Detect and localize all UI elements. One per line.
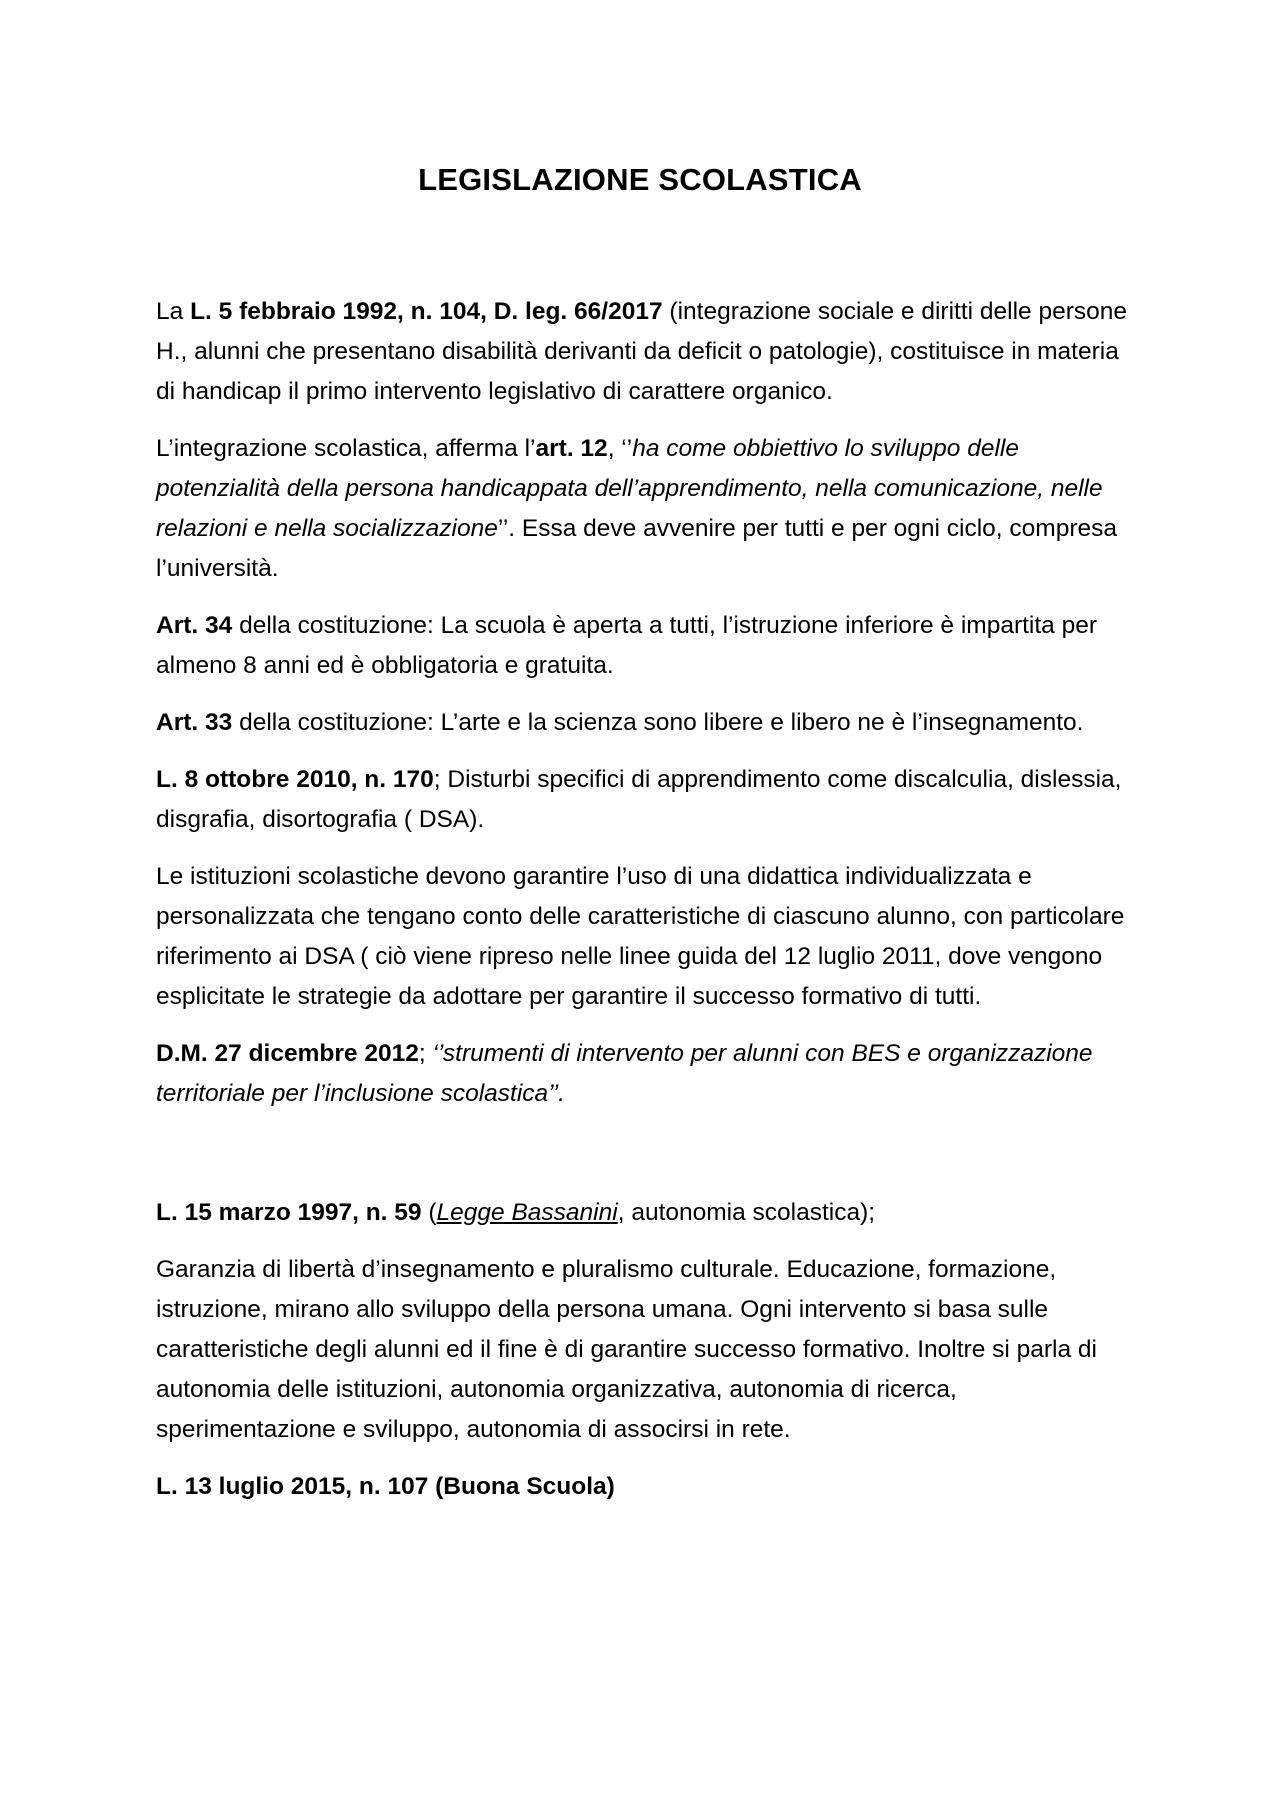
- law-reference: L. 15 marzo 1997, n. 59: [156, 1199, 422, 1226]
- law-reference: D.M. 27 dicembre 2012: [156, 1040, 419, 1067]
- document-title: LEGISLAZIONE SCOLASTICA: [418, 162, 862, 197]
- paragraph-law-170: [156, 760, 1136, 840]
- article-reference: Art. 33: [156, 709, 233, 736]
- paragraph-art-34: [156, 606, 1136, 686]
- quoted-text: ‘’strumenti di intervento per alunni con BES e organizzazione territoriale per l’inclusione scolastica’’.: [156, 1040, 1093, 1107]
- paragraph-art-33: [156, 703, 1136, 743]
- text: , autonomia scolastica);: [617, 1199, 876, 1226]
- text: (: [421, 1199, 437, 1226]
- paragraph-istituzioni: Le istituzioni scolastiche devono garantire l’uso di una didattica individualizzata e personalizzata che tengano conto delle caratteristiche di ciascuno alunno, con particolare riferimento ai DSA ( ciò viene ripreso nelle linee guida del 12 luglio 2011, dove vengono esplicitate le strategie da adottare per garantire il successo formativo di tutti.: [156, 863, 1125, 1010]
- paragraph-law-104: [156, 292, 1136, 412]
- law-reference: L. 5 febbraio 1992, n. 104, D. leg. 66/2017: [190, 298, 663, 325]
- text: (integrazione sociale e diritti delle persone H., alunni che presentano disabilità derivanti da deficit o patologie), costituisce in materia di handicap il primo intervento legislativo di carattere organico.: [156, 298, 1128, 405]
- paragraph-law-59: [156, 1193, 1136, 1233]
- article-reference: art. 12: [535, 435, 608, 462]
- law-name-link: Legge Bassanini: [436, 1199, 618, 1226]
- article-reference: Art. 34: [156, 612, 233, 639]
- text: della costituzione: La scuola è aperta a tutti, l’istruzione inferiore è impartita per almeno 8 anni ed è obbligatoria e gratuita.: [156, 612, 1098, 679]
- quoted-text: ha come obbiettivo lo sviluppo delle potenzialità della persona handicappata dell’apprendimento, nella comunicazione, nelle relazioni e nella socializzazione: [156, 435, 1103, 542]
- law-reference: L. 13 luglio 2015, n. 107 (Buona Scuola): [156, 1473, 615, 1500]
- text: , ‘’: [607, 435, 633, 462]
- paragraph-law-107: [156, 1467, 1136, 1507]
- text: La: [156, 298, 191, 325]
- text: L’integrazione scolastica, afferma l’: [156, 435, 536, 462]
- text: della costituzione: L’arte e la scienza sono libere e libero ne è l’insegnamento.: [232, 709, 1084, 736]
- paragraph-garanzia: Garanzia di libertà d’insegnamento e pluralismo culturale. Educazione, formazione, istruzione, mirano allo sviluppo della persona umana. Ogni intervento si basa sulle caratteristiche degli alunni ed il fine è di garantire successo formativo. Inoltre si parla di autonomia delle istituzioni, autonomia organizzativa, autonomia di ricerca, sperimentazione e sviluppo, autonomia di associrsi in rete.: [156, 1256, 1098, 1443]
- paragraph-dm-2012: [156, 1034, 1136, 1114]
- text: ’’. Essa deve avvenire per tutti e per ogni ciclo, compresa l’università.: [156, 515, 1117, 582]
- text: ; Disturbi specifici di apprendimento come discalculia, dislessia, disgrafia, disortografia ( DSA).: [156, 766, 1122, 833]
- paragraph-art-12: [156, 429, 1136, 589]
- text: ;: [418, 1040, 433, 1067]
- document-body: [156, 292, 1136, 1524]
- law-reference: L. 8 ottobre 2010, n. 170: [156, 766, 434, 793]
